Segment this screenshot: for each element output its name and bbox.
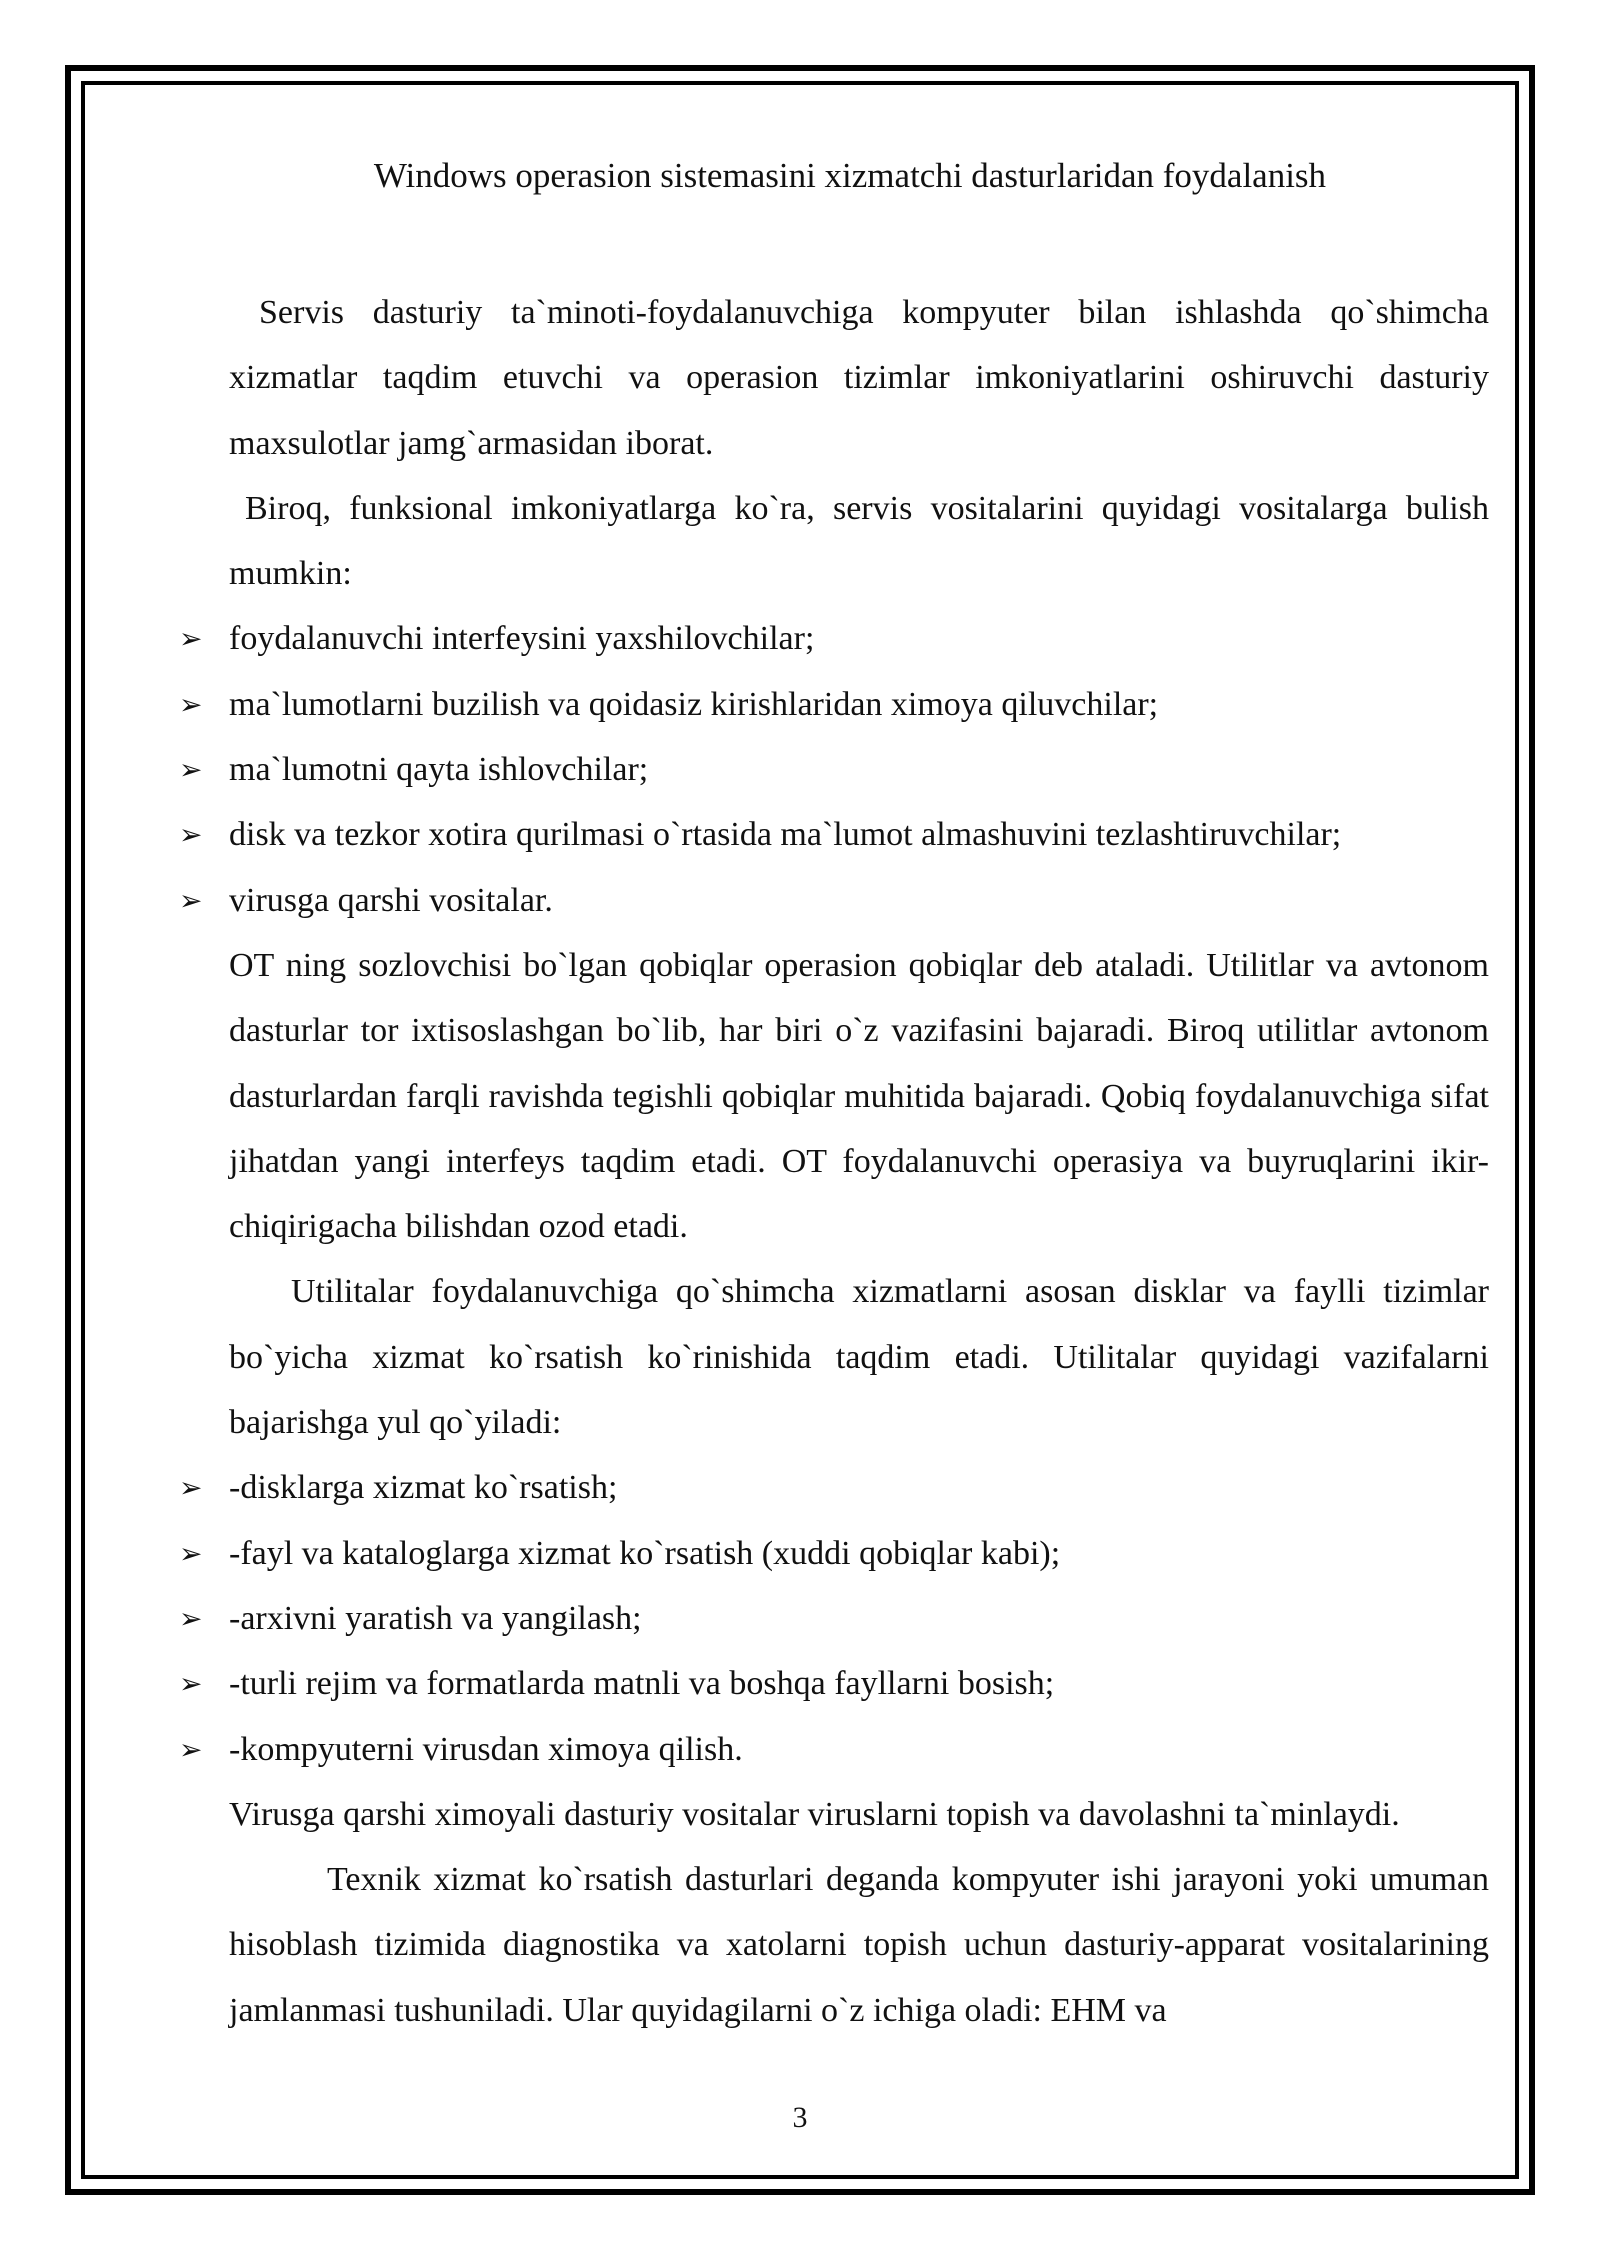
paragraph-antivirus: Virusga qarshi ximoyali dasturiy vositalar viruslarni topish va davolashni ta`minlaydi. [229, 1795, 1400, 1833]
arrow-bullet-icon: ➢ [179, 753, 203, 787]
paragraph-maintenance: Texnik xizmat ko`rsatish dasturlari deganda kompyuter ishi jarayoni yoki umuman hisoblash tizimida diagnostika va xatolarni topish uchun dasturiy-apparat vositalarining jamlanmasi tushuniladi. Ular quyidagilarni o`z ichiga oladi: EHM va [229, 1861, 1489, 2029]
list-item: ➢ -disklarga xizmat ko`rsatish; [229, 1455, 1489, 1520]
document-title: Windows operasion sistemasini xizmatchi dasturlaridan foydalanish [373, 156, 1327, 195]
list-item: ➢ ma`lumotlarni buzilish va qoidasiz kirishlaridan ximoya qiluvchilar; [229, 672, 1489, 737]
list-item: ➢ foydalanuvchi interfeysini yaxshilovchilar; [229, 606, 1489, 671]
paragraph-intro: Servis dasturiy ta`minoti-foydalanuvchiga kompyuter bilan ishlashda qo`shimcha xizmatlar taqdim etuvchi va operasion tizimlar imkoniyatlarini oshiruvchi dasturiy maxsulotlar jamg`armasidan iborat. [229, 294, 1489, 462]
arrow-bullet-icon: ➢ [179, 687, 203, 721]
list-item: ➢ -arxivni yaratish va yangilash; [229, 1586, 1489, 1651]
list-item: ➢ disk va tezkor xotira qurilmasi o`rtasida ma`lumot almashuvini tezlashtiruvchilar; [229, 802, 1489, 867]
list-item: ➢ virusga qarshi vositalar. [229, 868, 1489, 933]
arrow-bullet-icon: ➢ [179, 1471, 203, 1505]
arrow-bullet-icon: ➢ [179, 818, 203, 852]
arrow-bullet-icon: ➢ [179, 622, 203, 656]
paragraph-shells: OT ning sozlovchisi bo`lgan qobiqlar operasion qobiqlar deb ataladi. Utilitlar va avtonom dasturlar tor ixtisoslashgan bo`lib, har biri o`z vazifasini bajaradi. Biroq utilitlar avtonom dasturlardan farqli ravishda tegishli qobiqlar muhitida bajaradi. Qobiq foydalanuvchiga sifat jihatdan yangi interfeys taqdim etadi. OT foydalanuvchi operasiya va buyruqlarini ikir-chiqirigacha bilishdan ozod etadi. [229, 946, 1489, 1246]
document-body [179, 280, 1489, 2043]
utility-tasks-list [179, 1455, 1489, 1781]
service-tools-list [179, 606, 1489, 932]
paragraph-classification: Biroq, funksional imkoniyatlarga ko`ra, servis vositalarini quyidagi vositalarga bulish mumkin: [229, 489, 1489, 593]
arrow-bullet-icon: ➢ [179, 1536, 203, 1570]
page-number: 3 [792, 2101, 808, 2134]
list-item: ➢ -fayl va kataloglarga xizmat ko`rsatish (xuddi qobiqlar kabi); [229, 1521, 1489, 1586]
list-item: ➢ -kompyuterni virusdan ximoya qilish. [229, 1717, 1489, 1782]
list-item: ➢ -turli rejim va formatlarda matnli va boshqa fayllarni bosish; [229, 1651, 1489, 1716]
list-item: ➢ ma`lumotni qayta ishlovchilar; [229, 737, 1489, 802]
arrow-bullet-icon: ➢ [179, 1667, 203, 1701]
arrow-bullet-icon: ➢ [179, 883, 203, 917]
arrow-bullet-icon: ➢ [179, 1601, 203, 1635]
paragraph-utilities: Utilitalar foydalanuvchiga qo`shimcha xizmatlarni asosan disklar va faylli tizimlar bo`yicha xizmat ko`rsatish ko`rinishida taqdim etadi. Utilitalar quyidagi vazifalarni bajarishga yul qo`yiladi: [229, 1273, 1489, 1442]
arrow-bullet-icon: ➢ [179, 1732, 203, 1766]
